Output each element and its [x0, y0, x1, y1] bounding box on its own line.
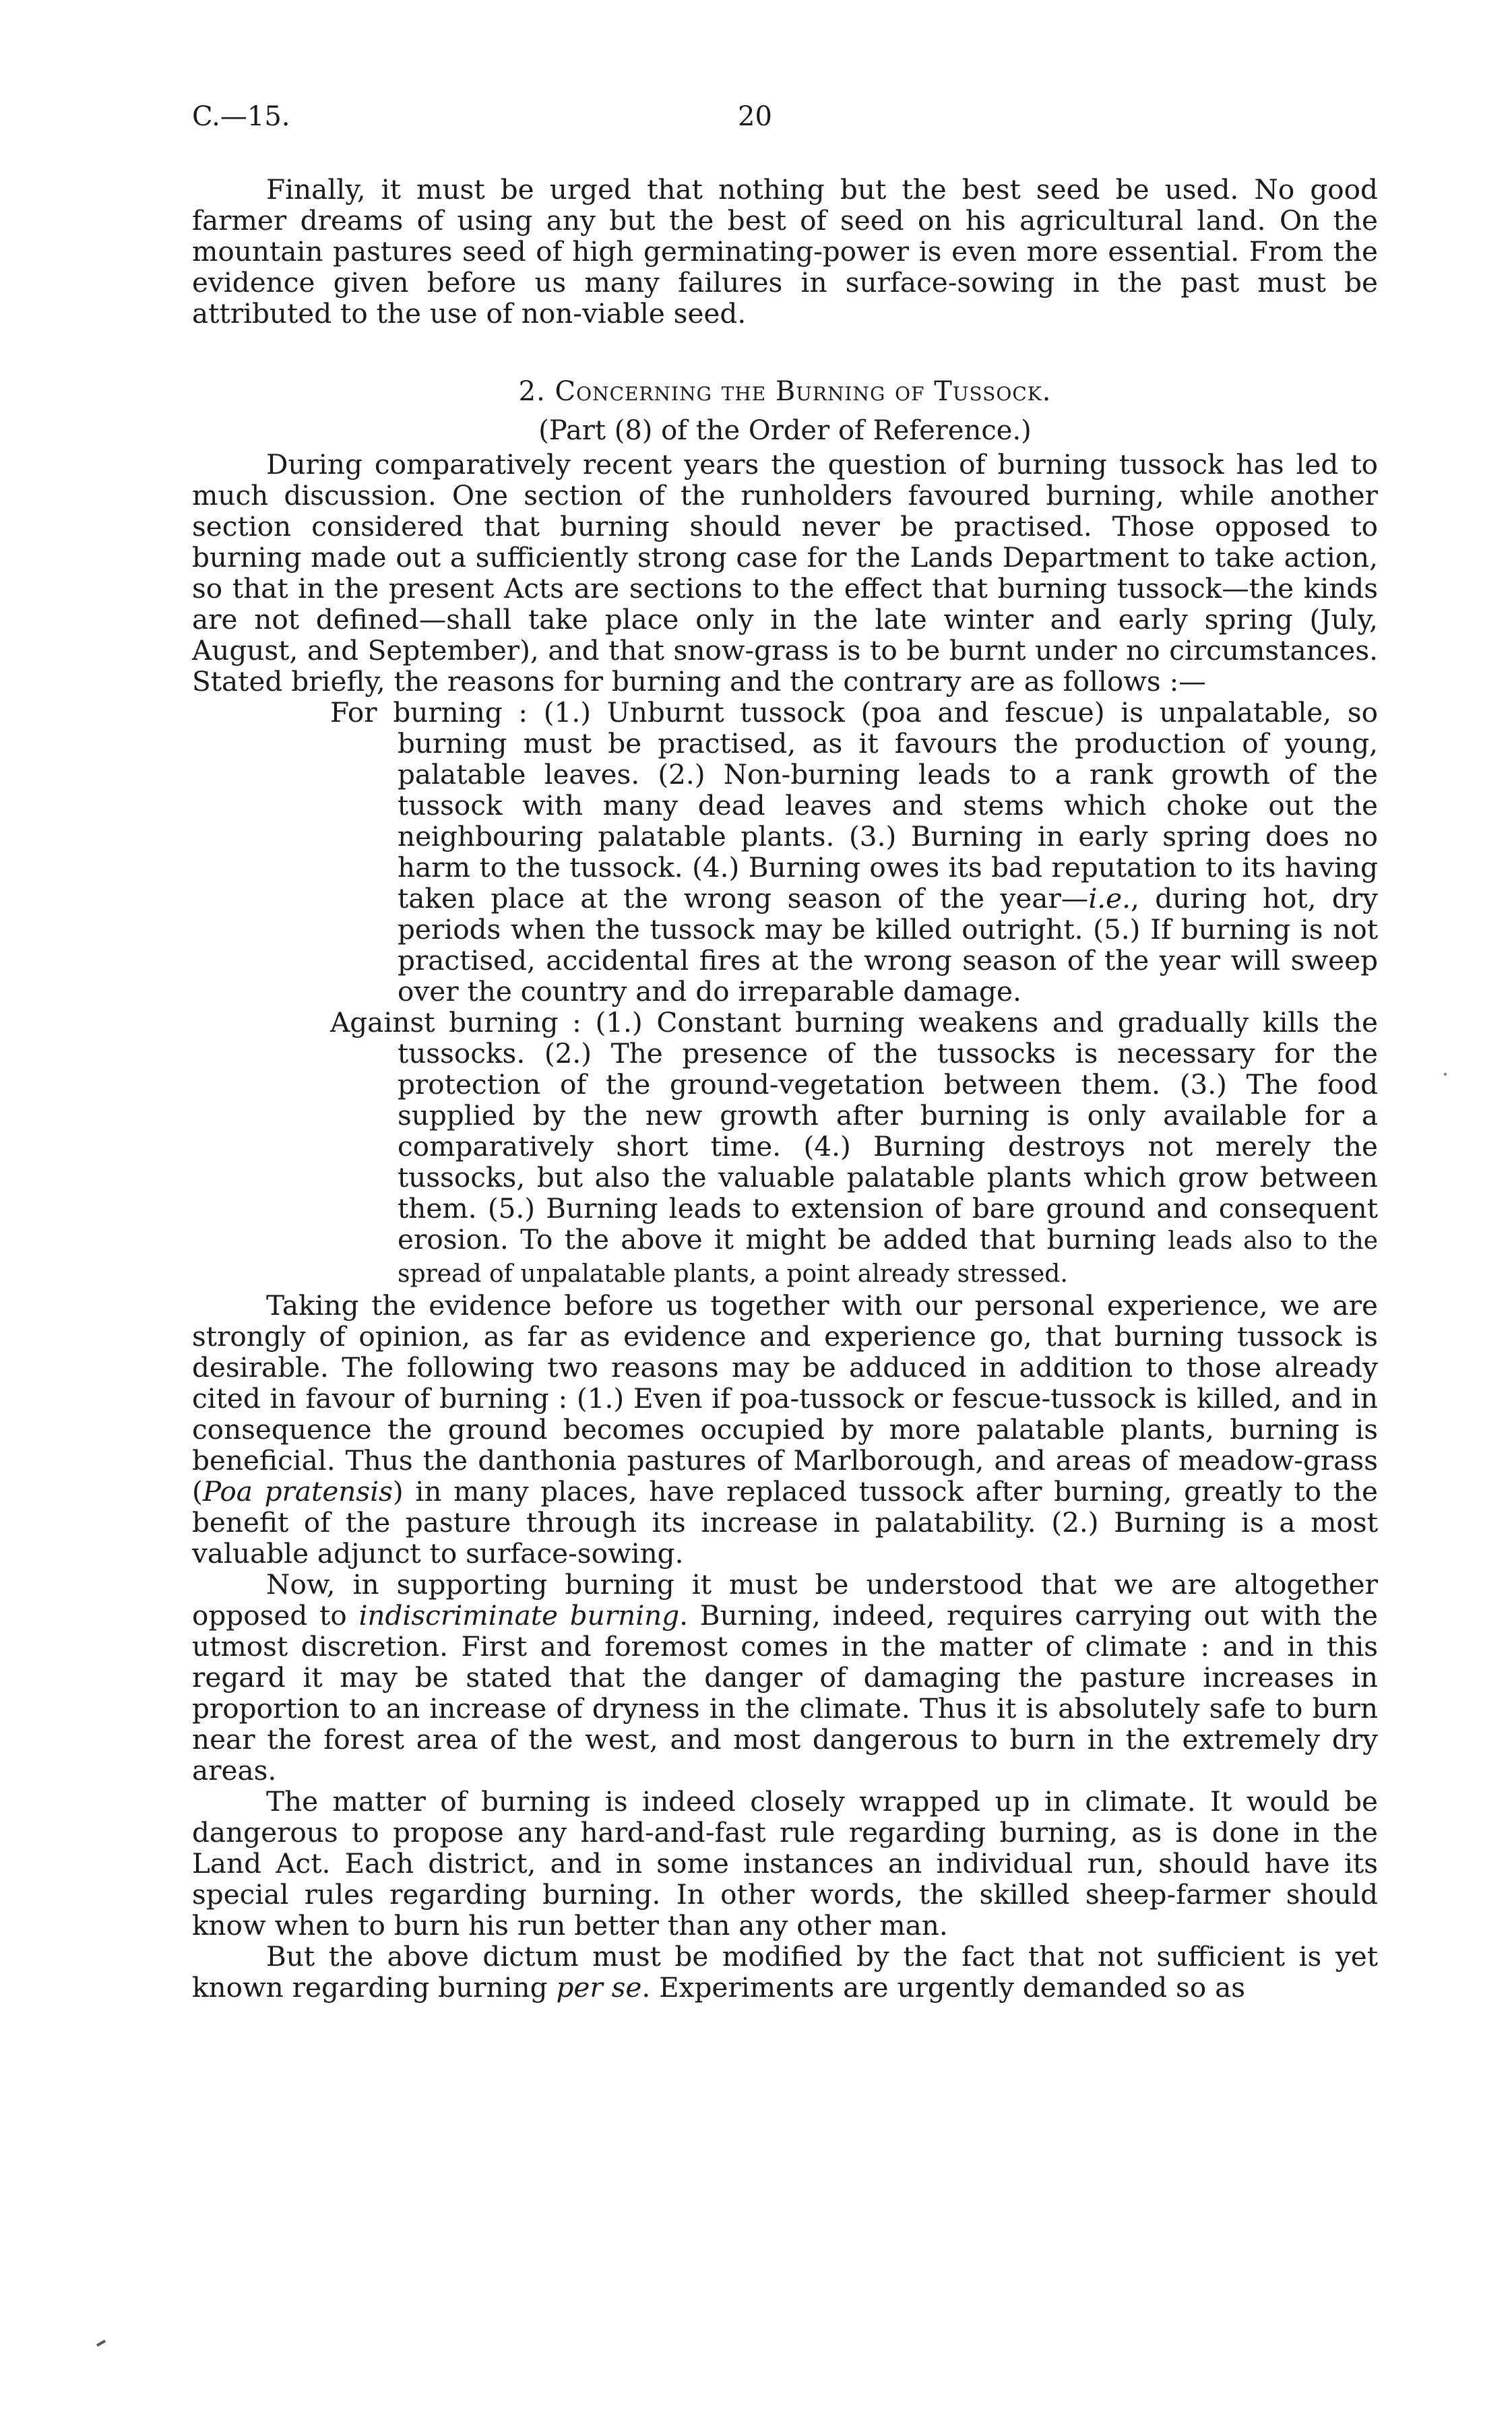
document-reference: C.—15.	[192, 101, 290, 132]
paragraph-2	[192, 1290, 1378, 1569]
paragraph-2-text-b: ) in many places, have replaced tussock after burning, greatly to the benefit of the pasture through its increase in palatability. (2.) Burning is a most valuable adjunct to surface-sowing.	[192, 1475, 1378, 1570]
paragraph-5	[192, 1941, 1378, 2003]
paragraph-3	[192, 1569, 1378, 1786]
paragraph-3-text-b: . Burning, indeed, requires carrying out with the utmost discretion. First and foremost comes in the matter of climate : and in this regard it may be stated that the danger of damaging the pasture increases in proportion to an increase of dryness in the climate. Thus it is absolutely safe to burn near the forest area of the west, and most dangerous to burn in the extremely dry areas.	[192, 1599, 1379, 1787]
paragraph-1: During comparatively recent years the question of burning tussock has led to much discussion. One section of the runholders favoured burning, while another section considered that burning should never be practised. Those opposed to burning made out a sufficiently strong case for the Lands Department to take action, so that in the present Acts are sections to the effect that burning tussock—the kinds are not defined—shall take place only in the late winter and early spring (July, August, and September), and that snow-grass is to be burnt under no circumstances. Stated briefly, the reasons for burning and the contrary are as follows :—	[192, 448, 1378, 697]
section-subheading: (Part (8) of the Order of Reference.)	[538, 415, 1032, 446]
for-burning-text-b: , during hot, dry periods when the tussock may be killed outright. (5.) If burning is not practised, accidental fires at the wrong season of the year will sweep over the country and do irreparable damage.	[398, 882, 1379, 1007]
scan-speck	[1444, 1073, 1447, 1076]
paragraph-4: The matter of burning is indeed closely wrapped up in climate. It would be dangerous to propose any hard-and-fast rule regarding burning, as is done in the Land Act. Each district, and in some instances an individual run, should have its special rules regarding burning. In other words, the skilled sheep-farmer should know when to burn his run better than any other man.	[192, 1785, 1378, 1942]
body-text	[192, 174, 1378, 2003]
against-burning-last-line: leads also to the spread of unpalatable plants, a point already stressed.	[398, 1227, 1379, 1288]
paragraph-5-text-a: But the above dictum must be modified by the fact that not sufficient is yet known regarding burning	[192, 1940, 1378, 2004]
against-burning-lead: Against burning :	[330, 1006, 581, 1038]
paragraph-3-text-a: Now, in supporting burning it must be understood that we are altogether opposed to	[192, 1568, 1378, 1632]
for-burning-ie: i.e.	[1088, 882, 1131, 914]
page-header	[192, 101, 1344, 142]
scan-mark	[96, 2340, 106, 2347]
paragraph-2-text-a: Taking the evidence before us together with our personal experience, we are strongly of opinion, as far as evidence and experience go, that burning tussock is desirable. The following two reasons may be adduced in addition to those already cited in favour of burning : (1.) Even if poa-tussock or fescue-tussock is killed, and in consequence the ground becomes occupied by more palatable plants, burning is beneficial. Thus the danthonia pastures of Marlborough, and areas of meadow-grass (	[192, 1289, 1378, 1508]
for-burning-text-a: (1.) Unburnt tussock (poa and fescue) is unpalatable, so burning must be practised, as it favours the production of young, palatable leaves. (2.) Non-burning leads to a rank growth of the tussock with many dead leaves and stems which choke out the neighbouring palatable plants. (3.) Burning in early spring does no harm to the tussock. (4.) Burning owes its bad reputation to its having taken place at the wrong season of the year—	[398, 696, 1379, 914]
against-burning-block	[330, 1007, 1378, 1290]
intro-paragraph: Finally, it must be urged that nothing but the best seed be used. No good farmer dreams of using any but the best of seed on his agricultural land. On the mountain pastures seed of high germinating-power is even more essential. From the evidence given before us many failures in surface-sowing in the past must be attributed to the use of non-viable seed.	[192, 173, 1378, 330]
against-burning-text: (1.) Constant burning weakens and gradually kills the tussocks. (2.) The presence of the tussocks is necessary for the protection of the ground-vegetation between them. (3.) The food supplied by the new growth after burning is only available for a comparatively short time. (4.) Burning destroys not merely the tussocks, but also the valuable palatable plants which grow between them. (5.) Burning leads to extension of bare ground and consequent erosion. To the above it might be added that burning	[398, 1006, 1378, 1255]
for-burning-block	[330, 697, 1378, 1007]
paragraph-5-italic: per se	[556, 1971, 642, 2004]
paragraph-3-italic: indiscriminate burning	[358, 1599, 680, 1632]
paragraph-5-text-b: . Experiments are urgently demanded so as	[641, 1971, 1246, 2004]
section-heading: 2. Concerning the Burning of Tussock.	[518, 376, 1052, 407]
for-burning-lead: For burning :	[330, 696, 528, 728]
paragraph-2-italic: Poa pratensis	[202, 1475, 393, 1508]
page-number: 20	[738, 101, 772, 132]
